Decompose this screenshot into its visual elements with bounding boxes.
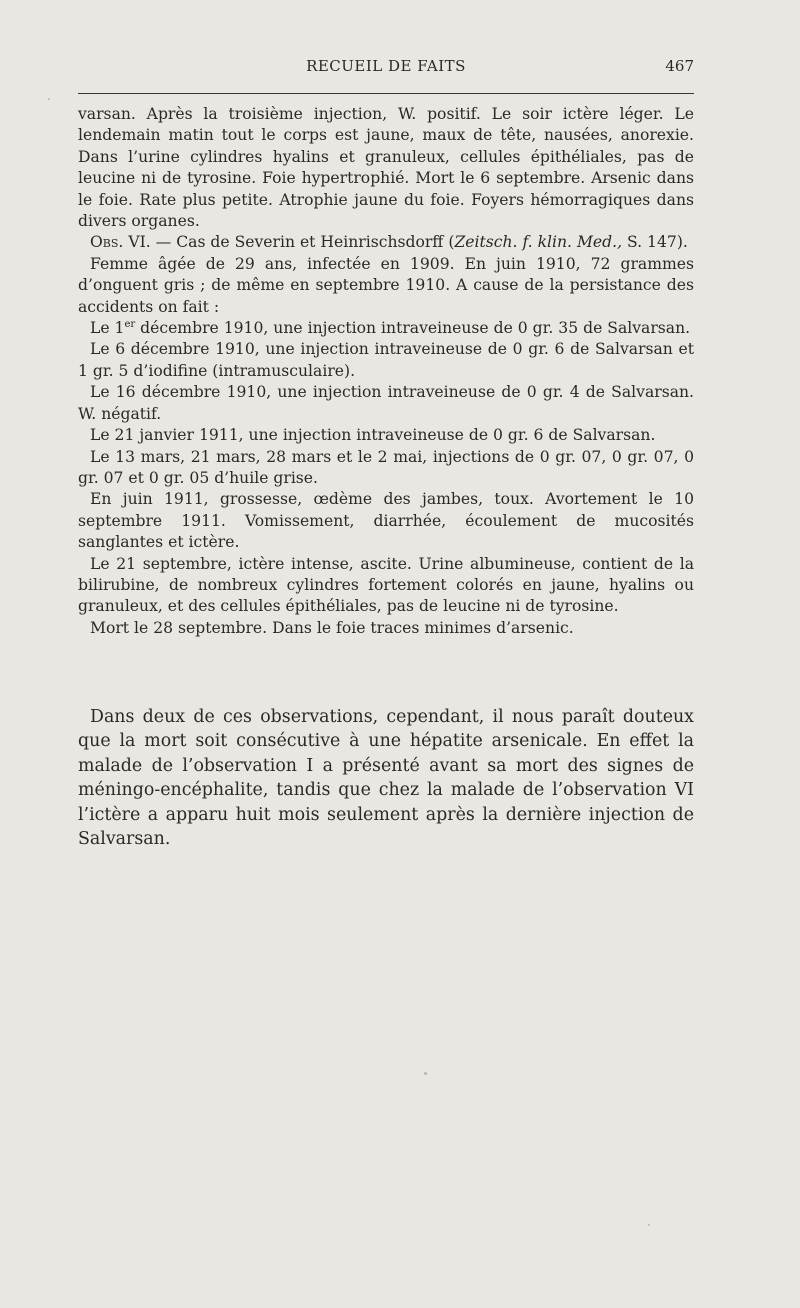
paragraph-commentary: Dans deux de ces observations, cependant, il nous paraît douteux que la mort soit consécutive à une hépatite arsenicale. En effet la malade de l’observation I a présenté avant sa mort des signes de méningo-encéphalite, tandis que chez la malade de l’observation VI l’ictère a apparu huit mois seulement après la dernière injection de Salvarsan.: [78, 707, 694, 850]
obs-text: — Cas de Severin et Heinrischsdorff (: [150, 233, 455, 252]
paragraph-jan-21: Le 21 janvier 1911, une injection intraveineuse de 0 gr. 6 de Salvarsan.: [90, 426, 656, 445]
page-number: 467: [665, 57, 694, 75]
p4-sup: er: [124, 318, 136, 330]
paragraph-obs-heading: [78, 232, 694, 253]
paragraph-march-may: Le 13 mars, 21 mars, 28 mars et le 2 mai, injections de 0 gr. 07, 0 gr. 07, 0 gr. 07 et 0 gr. 05 d’huile grise.: [78, 447, 694, 487]
running-title: RECUEIL DE FAITS: [306, 57, 466, 75]
paper-speck: [48, 98, 50, 100]
p4-pre: Le 1: [90, 319, 125, 338]
paragraph-death: Mort le 28 septembre. Dans le foie traces minimes d’arsenic.: [90, 618, 574, 637]
paper-speck: [424, 1072, 427, 1075]
obs-journal: Zeitsch. f. klin. Med.,: [454, 233, 623, 252]
obs-label: Obs. VI.: [90, 233, 151, 252]
paragraph-dec-16: Le 16 décembre 1910, une injection intraveineuse de 0 gr. 4 de Salvarsan. W. négatif.: [78, 383, 694, 423]
obs-tail: S. 147).: [622, 233, 688, 252]
paragraph-dec-6: Le 6 décembre 1910, une injection intraveineuse de 0 gr. 6 de Salvarsan et 1 gr. 5 d’iodifine (intramusculaire).: [78, 340, 694, 380]
paragraph-sept-21: Le 21 septembre, ictère intense, ascite. Urine albumineuse, contient de la bilirubine, de nombreux cylindres fortement colorés en jaune, hyalins ou granuleux, et des cellules épithéliales, pas de leucine ni de tyrosine.: [78, 554, 694, 616]
p4-post: décembre 1910, une injection intraveineuse de 0 gr. 35 de Salvarsan.: [135, 319, 691, 338]
running-header: [78, 57, 694, 83]
paper-speck: [648, 1224, 650, 1226]
paragraph-patient: Femme âgée de 29 ans, infectée en 1909. En juin 1910, 72 grammes d’onguent gris ; de même en septembre 1910. A cause de la persistance des accidents on fait :: [78, 254, 694, 316]
header-rule: [78, 93, 694, 94]
commentary-block: [78, 705, 694, 851]
paragraph-dec-1: [78, 318, 694, 339]
paragraph-case-continuation: varsan. Après la troisième injection, W. positif. Le soir ictère léger. Le lendemain matin tout le corps est jaune, maux de tête, nausées, anorexie. Dans l’urine cylindres hyalins et granuleux, cellules épithéliales, pas de leucine ni de tyrosine. Foie hypertrophié. Mort le 6 septembre. Arsenic dans le foie. Rate plus petite. Atrophie jaune du foie. Foyers hémorragiques dans divers organes.: [78, 105, 694, 231]
paragraph-june-1911: En juin 1911, grossesse, œdème des jambes, toux. Avortement le 10 septembre 1911. Vomissement, diarrhée, écoulement de mucosités sanglantes et ictère.: [78, 490, 694, 552]
case-report-block: [78, 104, 694, 639]
